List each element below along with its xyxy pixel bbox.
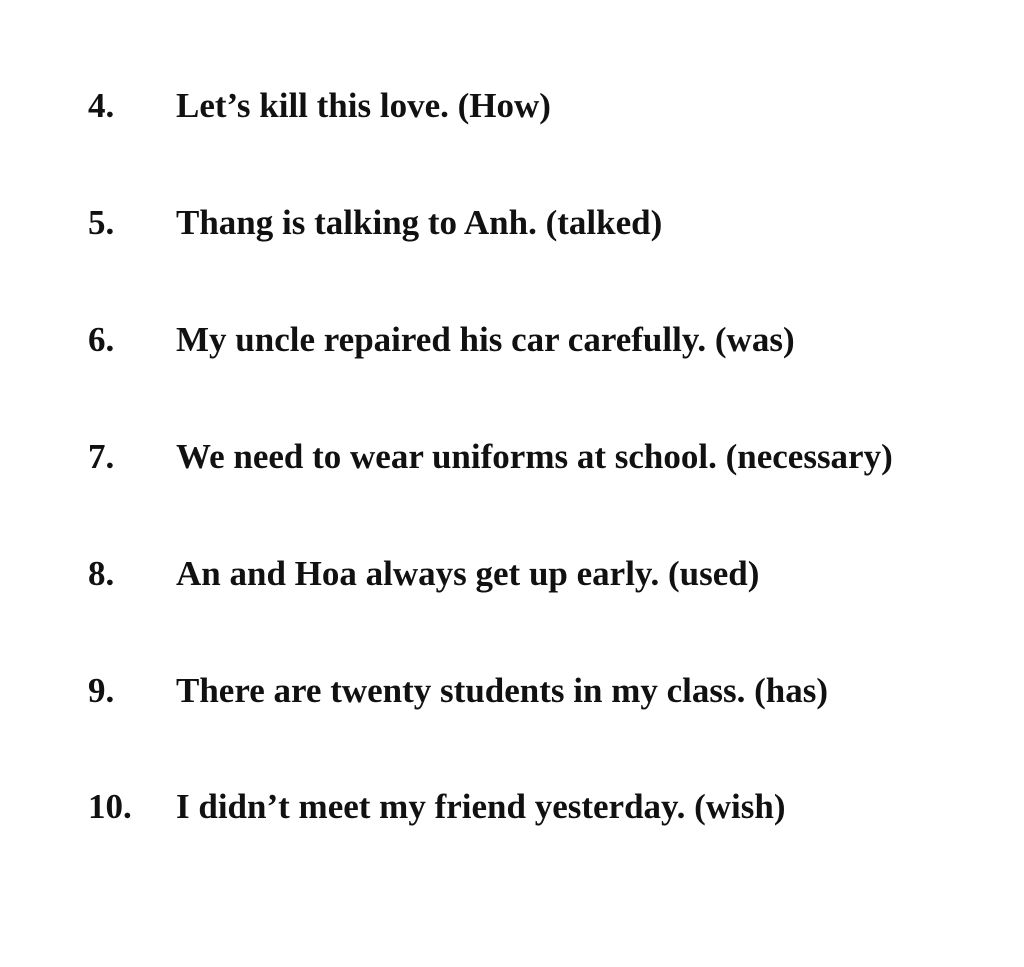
item-sentence: I didn’t meet my friend yesterday. (wish) <box>176 787 786 826</box>
exercise-item-9 <box>0 666 1024 716</box>
item-sentence: Thang is talking to Anh. (talked) <box>176 203 663 242</box>
exercise-item-5 <box>0 198 1024 248</box>
item-sentence: We need to wear uniforms at school. (necessary) <box>176 437 893 476</box>
exercise-item-8 <box>0 549 1024 599</box>
item-sentence: Let’s kill this love. (How) <box>176 86 551 125</box>
exercise-item-4 <box>0 81 1024 131</box>
item-sentence: My uncle repaired his car carefully. (was) <box>176 320 795 359</box>
item-number: 6. <box>88 320 115 359</box>
item-sentence: An and Hoa always get up early. (used) <box>176 554 760 593</box>
item-number: 5. <box>88 203 115 242</box>
item-number: 8. <box>88 554 115 593</box>
item-number: 4. <box>88 86 115 125</box>
exercise-item-10 <box>0 782 1024 832</box>
item-number: 9. <box>88 671 115 710</box>
item-number: 7. <box>88 437 115 476</box>
item-sentence: There are twenty students in my class. (has) <box>176 671 829 710</box>
item-number: 10. <box>88 787 132 826</box>
exercise-item-7 <box>0 432 1024 482</box>
exercise-item-6 <box>0 315 1024 365</box>
